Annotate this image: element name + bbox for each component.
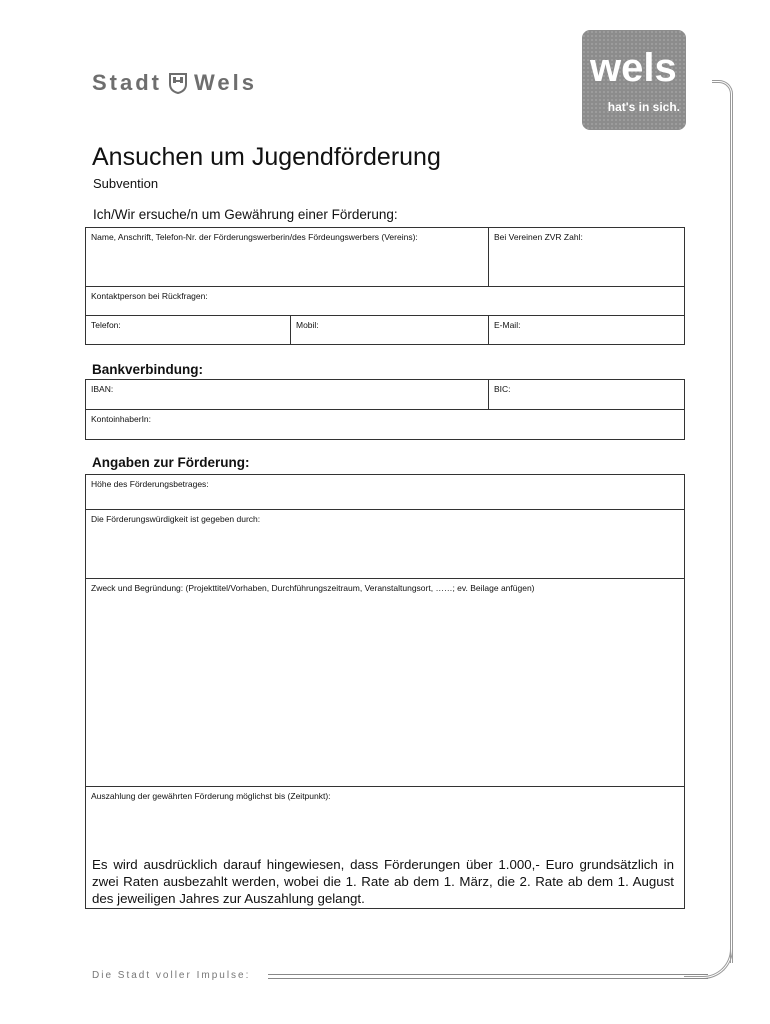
footer-rule	[268, 974, 708, 979]
city-logo-wels: Wels	[194, 70, 257, 95]
iban-label: IBAN:	[91, 384, 114, 394]
phone-field[interactable]	[86, 316, 290, 344]
page-curl-decoration	[712, 80, 733, 963]
contact-row	[86, 287, 684, 316]
mobile-label: Mobil:	[296, 320, 319, 330]
applicant-name-row	[86, 228, 684, 287]
email-field[interactable]	[488, 316, 684, 344]
brand-tagline: hat's in sich.	[607, 100, 680, 114]
brand-word: wels	[590, 46, 677, 90]
form-subtitle: Subvention	[93, 176, 159, 191]
amount-row	[86, 475, 684, 510]
funding-heading: Angaben zur Förderung:	[92, 455, 250, 470]
iban-field[interactable]	[86, 380, 488, 409]
purpose-field[interactable]	[86, 579, 684, 786]
funding-table	[85, 474, 685, 909]
purpose-label: Zweck und Begründung: (Projekttitel/Vorhaben, Durchführungszeitraum, Veranstaltungsort, ……; ev. Beilage anfügen)	[91, 583, 535, 593]
payout-date-label: Auszahlung der gewährten Förderung möglichst bis (Zeitpunkt):	[91, 791, 331, 801]
eligibility-label: Die Förderungswürdigkeit ist gegeben durch:	[91, 514, 261, 524]
city-crest-icon	[168, 72, 188, 94]
bank-heading: Bankverbindung:	[92, 362, 204, 377]
city-logo	[92, 70, 257, 96]
city-logo-stadt: Stadt	[92, 70, 162, 95]
applicant-name-label: Name, Anschrift, Telefon-Nr. der Förderungswerberin/des Fördeungswerbers (Vereins):	[91, 232, 418, 242]
bank-table	[85, 379, 685, 440]
applicant-name-field[interactable]	[86, 228, 488, 286]
footer-slogan: Die Stadt voller Impulse:	[92, 970, 251, 981]
applicant-table	[85, 227, 685, 345]
eligibility-field[interactable]	[86, 510, 684, 578]
account-holder-field[interactable]	[86, 410, 684, 439]
eligibility-row	[86, 510, 684, 579]
purpose-row	[86, 579, 684, 787]
holder-row	[86, 410, 684, 439]
brand-logo	[582, 30, 686, 130]
intro-text: Ich/Wir ersuche/n um Gewährung einer Förderung:	[93, 207, 398, 222]
zvr-number-field[interactable]	[488, 228, 684, 286]
bic-label: BIC:	[494, 384, 511, 394]
contact-person-field[interactable]	[86, 287, 684, 315]
mobile-field[interactable]	[290, 316, 488, 344]
phone-row	[86, 316, 684, 344]
email-label: E-Mail:	[494, 320, 521, 330]
form-title: Ansuchen um Jugendförderung	[92, 143, 441, 171]
zvr-number-label: Bei Vereinen ZVR Zahl:	[494, 232, 583, 242]
account-holder-label: KontoinhaberIn:	[91, 414, 152, 424]
iban-row	[86, 380, 684, 410]
phone-label: Telefon:	[91, 320, 121, 330]
bic-field[interactable]	[488, 380, 684, 409]
installment-notice: Es wird ausdrücklich darauf hingewiesen, dass Förderungen über 1.000,- Euro grundsätzlich in zwei Raten ausbezahlt werden, wobei die 1. Rate ab dem 1. März, die 2. Rate ab dem 1. August des jeweiligen Jahres zur Auszahlung gelangt.	[92, 857, 674, 906]
funding-amount-field[interactable]	[86, 475, 684, 509]
contact-person-label: Kontaktperson bei Rückfragen:	[91, 291, 208, 301]
funding-amount-label: Höhe des Förderungsbetrages:	[91, 479, 209, 489]
